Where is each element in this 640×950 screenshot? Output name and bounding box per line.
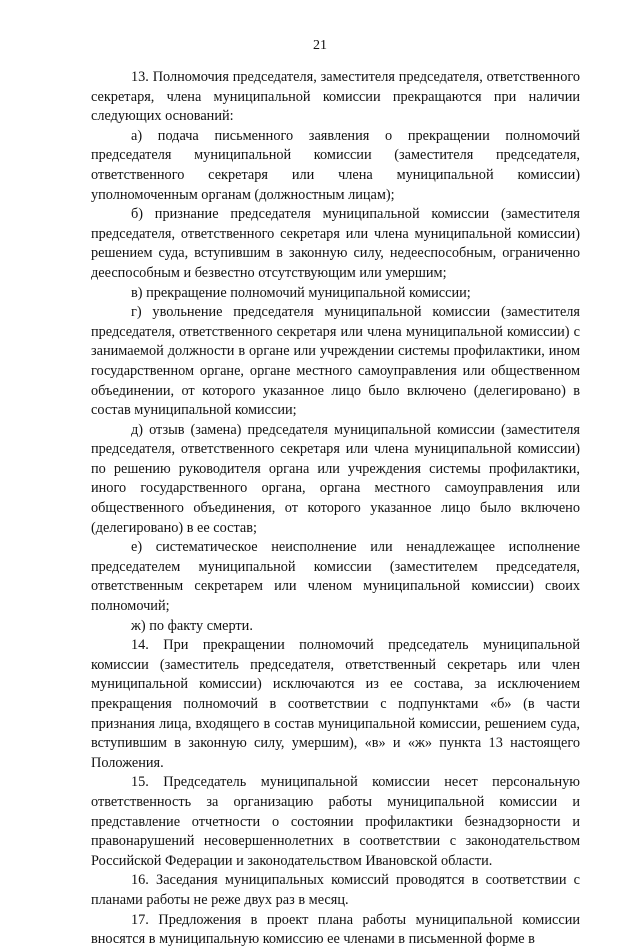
page-number: 21 <box>313 38 327 53</box>
paragraph-13-item-g: г) увольнение председателя муниципальной комиссии (заместителя председателя, ответственного секретаря или члена муниципальной комиссии) с занимаемой должности в органе или учреждении системы профилактики, ином государственном органе, органе местного самоуправления или общественном объединении, от которого указанное лицо было включено (делегировано) в состав муниципальной комиссии; <box>91 304 580 419</box>
paragraph-13-item-v: в) прекращение полномочий муниципальной комиссии; <box>131 284 471 301</box>
paragraph-13-item-d: д) отзыв (замена) председателя муниципальной комиссии (заместителя председателя, ответственного секретаря или члена муниципальной комиссии) по решению руководителя органа или учреждения системы профилактики, иного государственного органа, органа местного самоуправления или общественного объединения, от которого указанное лицо было включено (делегировано) в ее состав; <box>91 421 580 536</box>
paragraph-13-item-zh: ж) по факту смерти. <box>131 617 253 634</box>
paragraph-17: 17. Предложения в проект плана работы муниципальной комиссии вносятся в муниципальную комиссию ее членами в письменной форме в <box>91 911 580 948</box>
document-body <box>91 68 580 950</box>
paragraph-14: 14. При прекращении полномочий председатель муниципальной комиссии (заместитель председателя, ответственный секретарь или член муниципальной комиссии) исключаются из ее состава, за исключением прекращения полномочий в соответствии с подпунктами «б» (в части признания лица, входящего в состав муниципальной комиссии, решением суда, вступившим в законную силу, умершим), «в» и «ж» пункта 13 настоящего Положения. <box>91 637 580 771</box>
paragraph-13-item-e: е) систематическое неисполнение или ненадлежащее исполнение председателем муниципальной комиссии (заместителем председателя, ответственным секретарем или членом муниципальной комиссии) своих полномочий; <box>91 539 580 615</box>
paragraph-15: 15. Председатель муниципальной комиссии несет персональную ответственность за организацию работы муниципальной комиссии и представление отчетности о состоянии профилактики безнадзорности и правонарушений несовершеннолетних в соответствии с законодательством Российской Федерации и законодательством Ивановской области. <box>91 774 580 869</box>
paragraph-13-intro: 13. Полномочия председателя, заместителя председателя, ответственного секретаря, члена муниципальной комиссии прекращаются при наличии следующих оснований: <box>91 69 580 125</box>
paragraph-13-item-a: а) подача письменного заявления о прекращении полномочий председателя муниципальной комиссии (заместителя председателя, ответственного секретаря или члена муниципальной комиссии) уполномоченным органам (должностным лицам); <box>91 127 580 203</box>
paragraph-13-item-b: б) признание председателя муниципальной комиссии (заместителя председателя, ответственного секретаря или члена муниципальной комиссии) решением суда, вступившим в законную силу, недееспособным, ограниченно дееспособным и безвестно отсутствующим или умершим; <box>91 206 580 281</box>
paragraph-16: 16. Заседания муниципальных комиссий проводятся в соответствии с планами работы не реже двух раз в месяц. <box>91 872 580 908</box>
